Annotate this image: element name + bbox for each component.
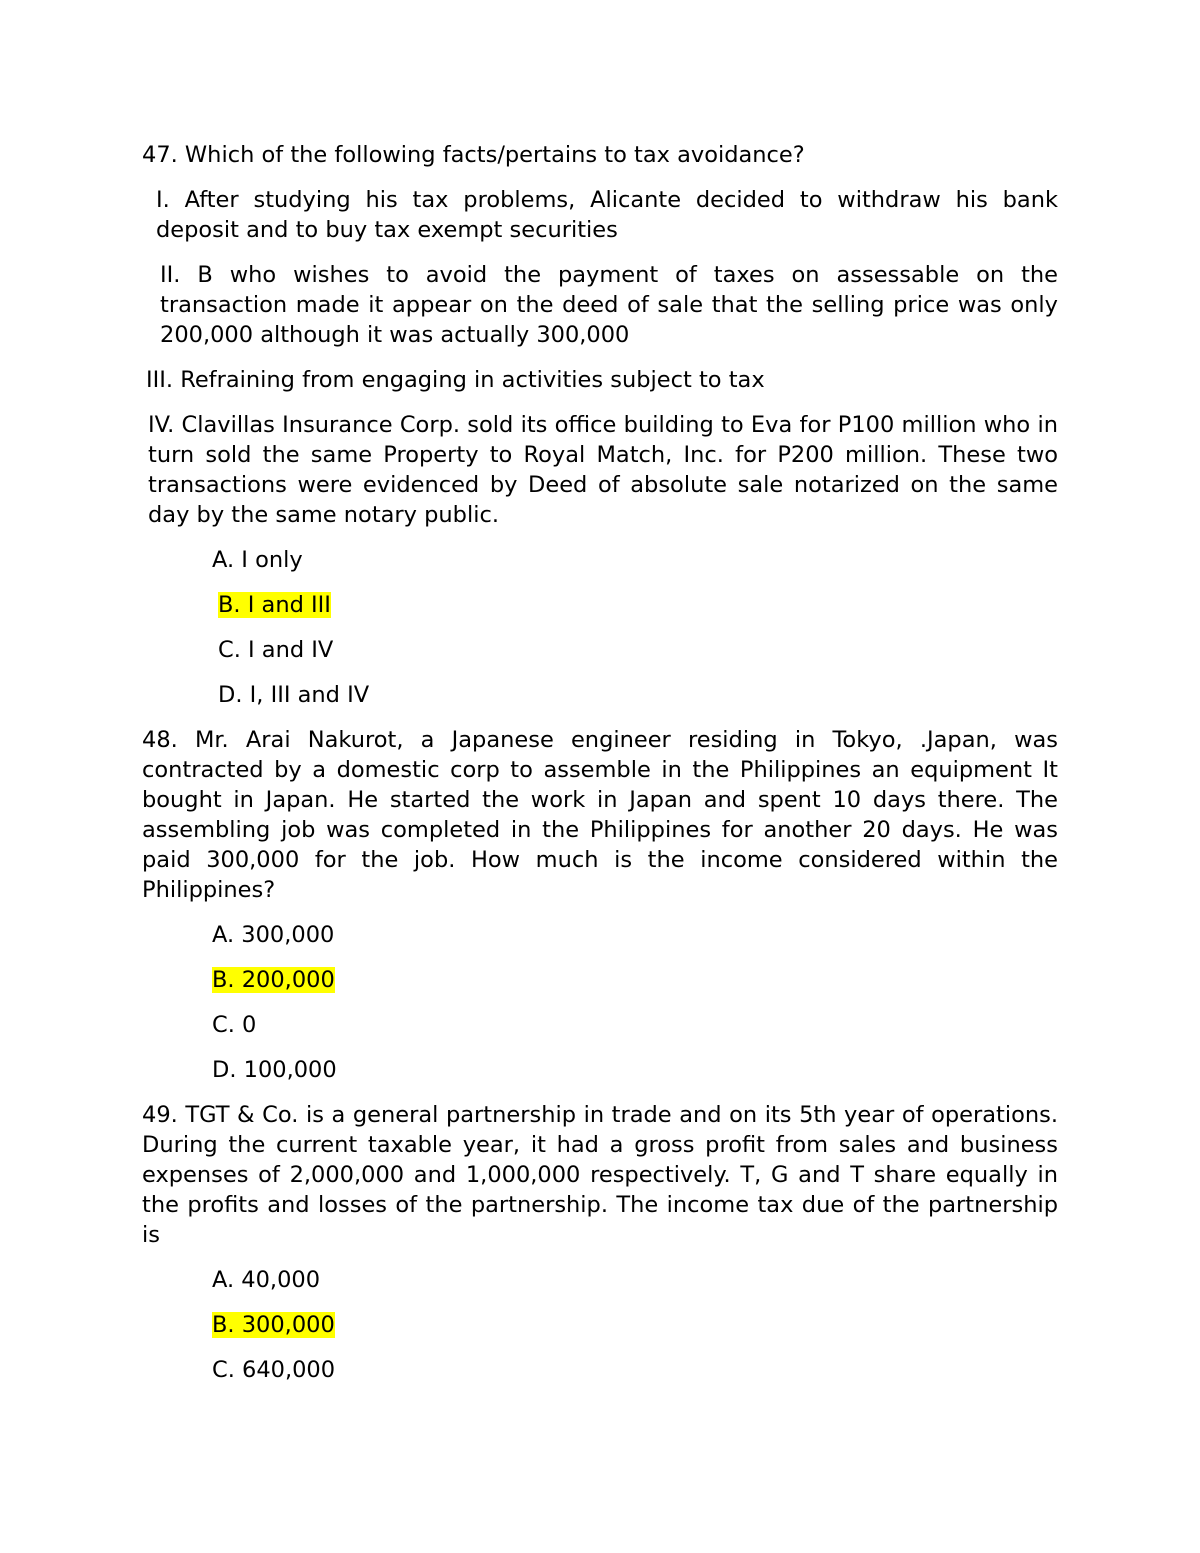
statement-ii: II. B who wishes to avoid the payment of taxes on assessable on the transaction made it appear on the deed of sale that the selling price was only 200,000 although it was actually 300,000 (160, 262, 1058, 348)
option-c (142, 1355, 1058, 1385)
option-c (142, 1010, 1058, 1040)
question-49 (142, 1100, 1058, 1385)
question-stem: 47. Which of the following facts/pertains to tax avoidance? (142, 142, 805, 168)
option-a (142, 545, 1058, 575)
option-label: A. I only (212, 547, 303, 573)
option-b (142, 1310, 1058, 1340)
option-label-highlighted: B. 200,000 (212, 967, 335, 993)
option-label: A. 300,000 (212, 922, 335, 948)
option-c (142, 635, 1058, 665)
question-48 (142, 725, 1058, 1085)
statement-iv: IV. Clavillas Insurance Corp. sold its office building to Eva for P100 million who in turn sold the same Property to Royal Match, Inc. for P200 million. These two transactions were evidenced by Deed of absolute sale notarized on the same day by the same notary public. (148, 412, 1058, 528)
question-stem: 48. Mr. Arai Nakurot, a Japanese engineer residing in Tokyo, .Japan, was contracted by a domestic corp to assemble in the Philippines an equipment It bought in Japan. He started the work in Japan and spent 10 days there. The assembling job was completed in the Philippines for another 20 days. He was paid 300,000 for the job. How much is the income considered within the Philippines? (142, 727, 1058, 903)
question-47 (142, 140, 1058, 710)
option-label: D. I, III and IV (218, 682, 370, 708)
question-stem: 49. TGT & Co. is a general partnership in trade and on its 5th year of operations. During the current taxable year, it had a gross profit from sales and business expenses of 2,000,000 and 1,000,000 respectively. T, G and T share equally in the profits and losses of the partnership. The income tax due of the partnership is (142, 1102, 1058, 1248)
option-d (142, 1055, 1058, 1085)
option-label-highlighted: B. 300,000 (212, 1312, 335, 1338)
statement-i: I. After studying his tax problems, Alicante decided to withdraw his bank deposit and to buy tax exempt securities (156, 187, 1058, 243)
statement-iii: III. Refraining from engaging in activities subject to tax (146, 367, 765, 393)
option-a (142, 920, 1058, 950)
option-label: A. 40,000 (212, 1267, 321, 1293)
option-label: C. 640,000 (212, 1357, 336, 1383)
option-a (142, 1265, 1058, 1295)
option-d (142, 680, 1058, 710)
option-label: C. 0 (212, 1012, 257, 1038)
option-label: C. I and IV (218, 637, 334, 663)
option-b (142, 965, 1058, 995)
option-b (142, 590, 1058, 620)
option-label: D. 100,000 (212, 1057, 337, 1083)
option-label-highlighted: B. I and III (218, 592, 331, 618)
document-page (142, 140, 1058, 1400)
